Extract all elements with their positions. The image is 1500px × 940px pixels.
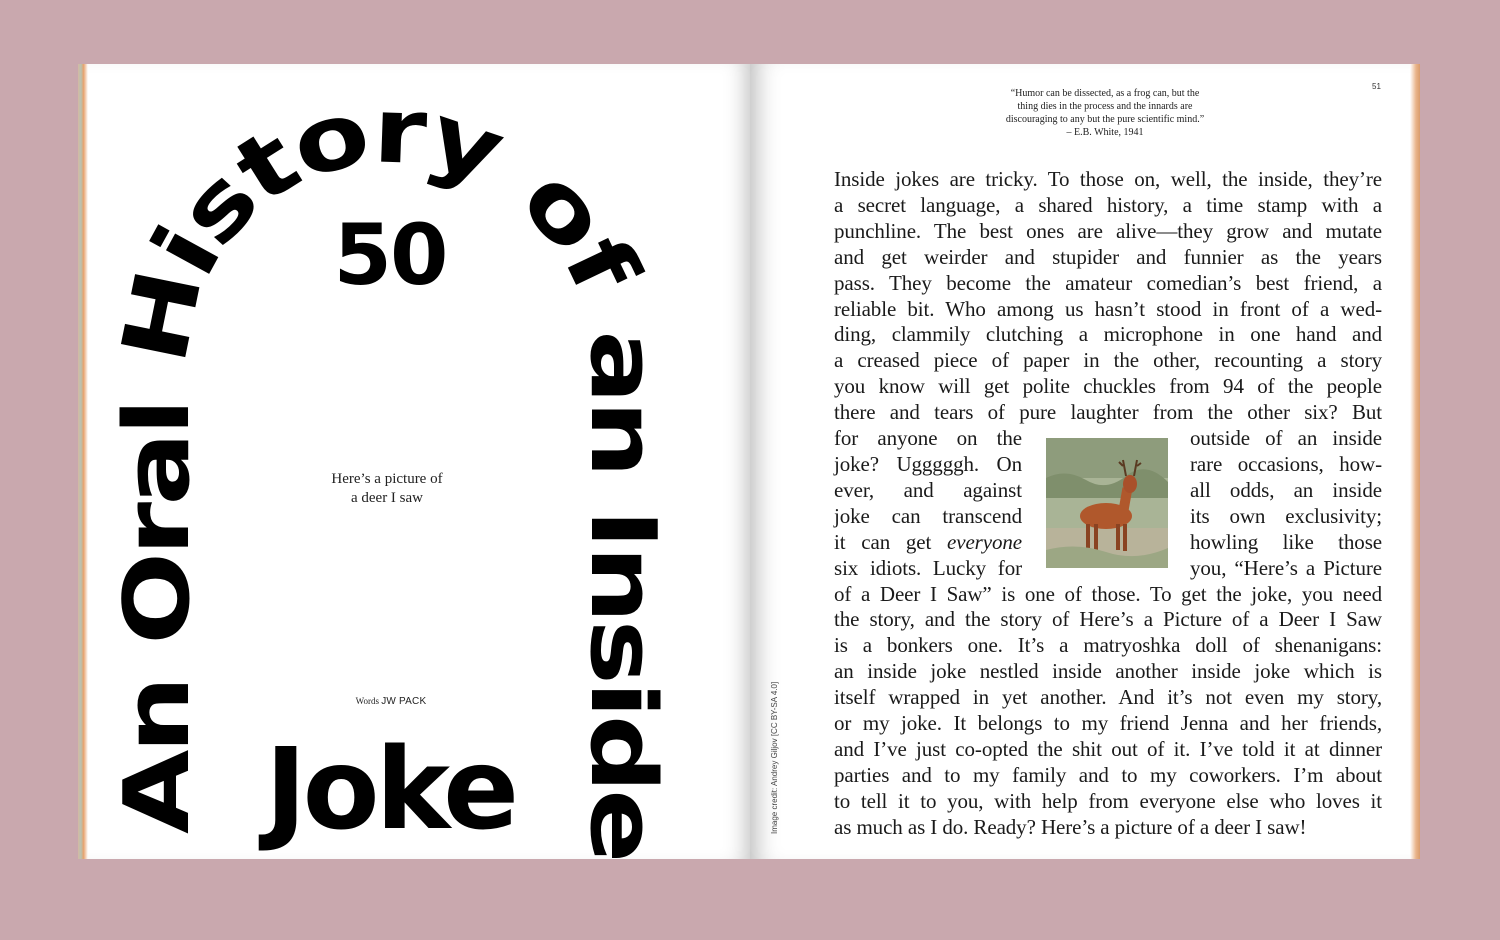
body-line-left [834, 530, 1022, 556]
body-line: parties and to my family and to my coworkers. I’m about [834, 762, 1382, 787]
body-line: a secret language, a shared history, a time stamp with a [834, 192, 1382, 217]
body-line: and get weirder and stupider and funnier as the years [834, 244, 1382, 269]
body-line: or my joke. It belongs to my friend Jenna and her friends, [834, 711, 1382, 736]
body-line-right: rare occasions, how- [1190, 451, 1382, 476]
byline [306, 696, 476, 707]
byline-label: Words [355, 696, 379, 706]
body-line: to tell it to you, with help from everyone else who loves it [834, 788, 1382, 813]
headline-joke-word: Joke [264, 725, 516, 855]
body-line: is a bonkers one. It’s a matryoshka doll of shenanigans: [834, 633, 1382, 658]
body-line: a creased piece of paper in the other, recounting a story [834, 348, 1382, 373]
body-line: reliable bit. Who among us hasn’t stood in front of a wed- [834, 296, 1382, 321]
italic-word: everyone [947, 529, 1022, 554]
page-number: 51 [1372, 82, 1381, 91]
body-line: of a Deer I Saw” is one of those. To get the joke, you need [834, 581, 1382, 606]
left-page [78, 64, 750, 859]
body-line: and I’ve just co-opted the shit out of it. I’ve told it at dinner [834, 736, 1382, 761]
body-line: itself wrapped in yet another. And it’s not even my story, [834, 685, 1382, 710]
body-line-right: all odds, an inside [1190, 477, 1382, 502]
caption-line: Here’s a picture of [331, 471, 443, 487]
epigraph-quote [970, 87, 1240, 139]
body-line-right: you, “Here’s a Picture [1190, 555, 1382, 580]
body-line-left: ever, and against [834, 477, 1022, 502]
quote-line: discouraging to any but the pure scientific mind.” [1005, 114, 1205, 125]
body-line-left: six idiots. Lucky for [834, 555, 1022, 580]
quote-line: “Humor can be dissected, as a frog can, but the [1010, 88, 1200, 99]
body-line-right: outside of an inside [1190, 426, 1382, 451]
body-line: you know will get polite chuckles from 94 of the people [834, 374, 1382, 399]
right-page [750, 64, 1420, 859]
headline-arch-text: An Oral History of an Inside [101, 78, 675, 848]
subtitle-caption [312, 470, 462, 508]
body-line-right: howling like those [1190, 529, 1382, 554]
arched-headline [78, 64, 750, 859]
byline-author: JW PACK [381, 696, 427, 707]
body-line: the story, and the story of Here’s a Picture of a Deer I Saw [834, 607, 1382, 632]
deer-illustration [1046, 438, 1168, 568]
quote-line: thing dies in the process and the innards are [1017, 101, 1193, 112]
deer-photo [1046, 438, 1168, 568]
caption-line: a deer I saw [350, 490, 424, 506]
body-line: ding, clammily clutching a microphone in one hand and [834, 322, 1382, 347]
body-line-left: joke can transcend [834, 503, 1022, 528]
body-line-left: for anyone on the [834, 426, 1022, 451]
magazine-spread [78, 64, 1420, 859]
body-text-run: it can get [834, 529, 948, 554]
body-line: as much as I do. Ready? Here’s a picture of a deer I saw! [834, 814, 1307, 839]
body-line-right: its own exclusivity; [1190, 503, 1382, 528]
body-line: pass. They become the amateur comedian’s best friend, a [834, 270, 1382, 295]
body-line: punchline. The best ones are alive—they grow and mutate [834, 218, 1382, 243]
body-line: an inside joke nestled inside another inside joke which is [834, 659, 1382, 684]
body-line: Inside jokes are tricky. To those on, well, the inside, they’re [834, 167, 1382, 191]
headline-number: 50 [333, 206, 447, 304]
body-line-left: joke? Ugggggh. On [834, 451, 1022, 476]
image-credit: Image credit: Andrey Giljov [CC BY-SA 4.0] [770, 681, 779, 834]
body-line: there and tears of pure laughter from the other six? But [834, 400, 1382, 425]
quote-attribution: – E.B. White, 1941 [1066, 127, 1144, 138]
